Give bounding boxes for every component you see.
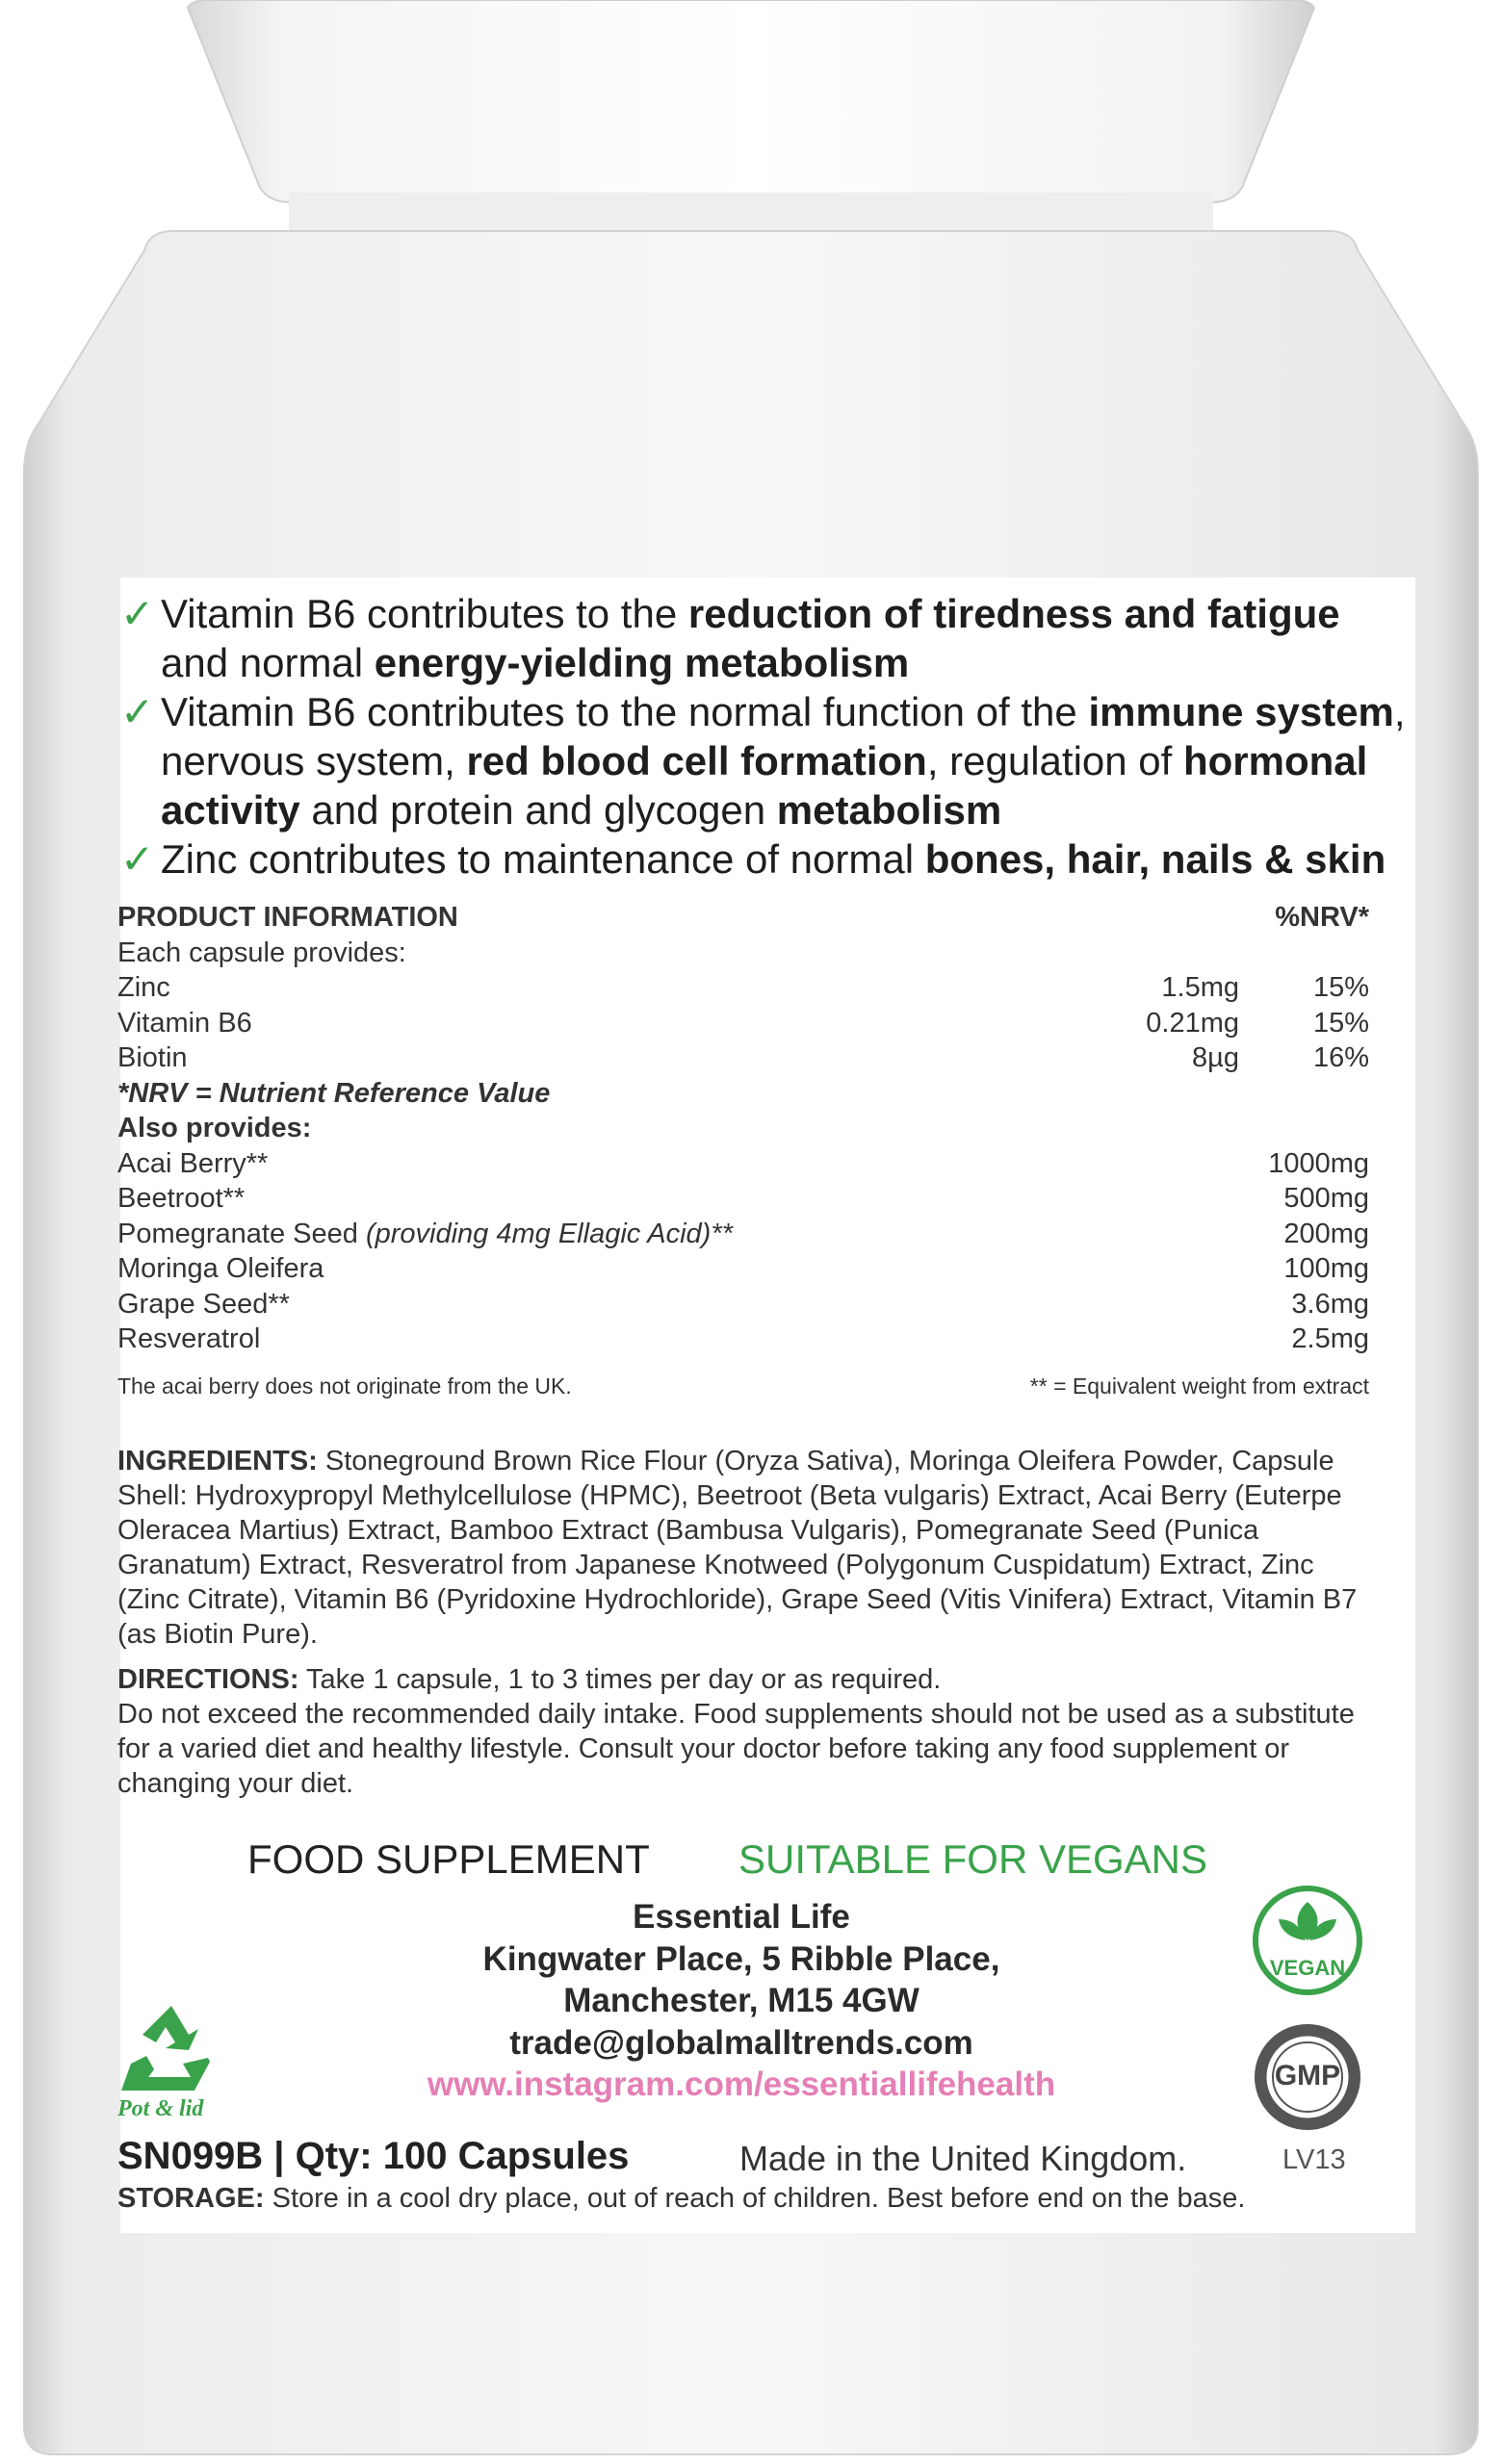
directions-block	[117, 1662, 1369, 1801]
ingredients-label: INGREDIENTS:	[117, 1446, 318, 1476]
made-in-text: Made in the United Kingdom.	[739, 2139, 1187, 2178]
extract-note: ** = Equivalent weight from extract	[1029, 1373, 1369, 1399]
each-capsule-label: Each capsule provides:	[117, 937, 406, 968]
recycle-badge	[117, 2002, 233, 2127]
ingredients-text: Stoneground Brown Rice Flour (Oryza Sativa), Moringa Oleifera Powder, Capsule Shell: Hydroxypropyl Methylcellulose (HPMC), Beetroot (Beta vulgaris) Extract, Acai Berry (Euterpe Oleracea Martius) Extract, Bamboo Extract (Bambusa Vulgaris), Pomegranate Seed (Punica Granatum) Extract, Resveratrol from Japanese Knotweed (Polygonum Cuspidatum) Extract, Zinc (Zinc Citrate), Vitamin B6 (Pyridoxine Hydrochloride), Grape Seed (Vitis Vinifera) Extract, Vitamin B7 (as Biotin Pure).	[117, 1446, 1358, 1650]
extra-row	[117, 1146, 1369, 1182]
extra-name: Beetroot**	[117, 1183, 246, 1214]
claim-text: reduction of tiredness and fatigue	[687, 591, 1340, 636]
claim-text: and protein and glycogen	[299, 787, 777, 833]
claim-text: energy-yielding metabolism	[374, 640, 910, 685]
storage-line	[117, 2183, 1245, 2215]
extra-row	[117, 1217, 1369, 1252]
extra-name: Acai Berry**	[117, 1147, 269, 1179]
extras-list	[117, 1146, 1369, 1357]
company-email[interactable]: trade@globalmalltrends.com	[509, 2023, 973, 2062]
extra-amount: 3.6mg	[1291, 1288, 1369, 1320]
claim-text: Zinc contributes to maintenance of normal	[161, 836, 925, 882]
nutrient-name: Biotin	[117, 1042, 188, 1073]
check-icon: ✓	[120, 836, 155, 882]
nrv-note: *NRV = Nutrient Reference Value	[117, 1077, 551, 1109]
claim-text: Vitamin B6 contributes to the	[161, 591, 688, 636]
extra-amount: 500mg	[1283, 1183, 1369, 1214]
nutrient-list	[117, 970, 1369, 1076]
gmp-badge	[1252, 2021, 1363, 2133]
claim-text: immune system	[1088, 689, 1394, 734]
vegan-badge-text: VEGAN	[1269, 1956, 1346, 1980]
directions-warning: Do not exceed the recommended daily intake. Food supplements should not be used as a substitute for a varied diet and healthy lifestyle. Consult your doctor before taking any food supplement or changing your diet.	[117, 1699, 1355, 1799]
company-address	[318, 1896, 1165, 2106]
also-provides-label: Also provides:	[117, 1113, 312, 1143]
storage-label: STORAGE:	[117, 2183, 265, 2214]
origin-note: The acai berry does not originate from the UK.	[117, 1373, 572, 1399]
company-name: Essential Life	[633, 1898, 850, 1936]
gmp-badge-text: GMP	[1274, 2060, 1341, 2092]
extra-name: Resveratrol	[117, 1323, 261, 1354]
product-information	[117, 900, 1369, 1403]
claim-text: , regulation of	[926, 738, 1183, 783]
nutrient-nrv: 15%	[1312, 1007, 1369, 1039]
health-claim	[120, 834, 1411, 884]
extra-row	[117, 1322, 1369, 1357]
extra-amount: 2.5mg	[1291, 1323, 1369, 1354]
suitable-vegans-text: SUITABLE FOR VEGANS	[738, 1836, 1207, 1882]
extra-note: (providing 4mg Ellagic Acid)**	[365, 1218, 733, 1249]
claim-text: metabolism	[776, 787, 1002, 833]
claim-text: bones, hair, nails & skin	[924, 836, 1386, 882]
nutrient-row	[117, 1040, 1369, 1076]
directions-label: DIRECTIONS:	[117, 1664, 299, 1695]
directions-text: Take 1 capsule, 1 to 3 times per day or as required.	[298, 1664, 942, 1695]
recycle-badge-text: Pot & lid	[117, 2096, 204, 2121]
ingredients-block	[117, 1444, 1369, 1652]
claim-text: Vitamin B6 contributes to the normal function of the	[161, 689, 1089, 734]
health-claim	[120, 687, 1411, 834]
extra-name: Grape Seed**	[117, 1288, 290, 1320]
claim-text: and normal	[161, 640, 375, 685]
extra-amount: 100mg	[1283, 1253, 1369, 1284]
nutrient-name: Vitamin B6	[117, 1007, 252, 1039]
health-claims	[120, 589, 1411, 884]
extra-name: Pomegranate Seed (providing 4mg Ellagic Acid)**	[117, 1218, 733, 1249]
vegan-badge	[1252, 1885, 1363, 1996]
nutrient-row	[117, 1006, 1369, 1041]
company-address-line2: Manchester, M15 4GW	[563, 1982, 919, 2019]
nutrient-amount: 1.5mg	[1161, 972, 1239, 1003]
extra-row	[117, 1287, 1369, 1322]
claim-text: , nervous system,	[161, 689, 1406, 783]
nutrient-name: Zinc	[117, 972, 170, 1003]
lot-code: LV13	[1282, 2144, 1346, 2175]
health-claim	[120, 589, 1411, 687]
extra-amount: 200mg	[1283, 1218, 1369, 1249]
extra-row	[117, 1181, 1369, 1217]
storage-text: Store in a cool dry place, out of reach of children. Best before end on the base.	[264, 2183, 1246, 2214]
product-info-heading: PRODUCT INFORMATION	[117, 902, 458, 933]
check-icon: ✓	[120, 591, 155, 636]
nutrient-amount: 8µg	[1192, 1042, 1239, 1073]
claim-text: red blood cell formation	[466, 738, 927, 783]
check-icon: ✓	[120, 689, 155, 734]
nutrient-amount: 0.21mg	[1146, 1007, 1239, 1039]
claim-text: hormonal activity	[161, 738, 1368, 833]
company-instagram[interactable]: www.instagram.com/essentiallifehealth	[427, 2066, 1056, 2103]
food-supplement-text: FOOD SUPPLEMENT	[247, 1836, 650, 1882]
nutrient-row	[117, 970, 1369, 1006]
nutrient-nrv: 16%	[1312, 1042, 1369, 1073]
extra-name: Moringa Oleifera	[117, 1253, 324, 1284]
company-address-line1: Kingwater Place, 5 Ribble Place,	[482, 1939, 1000, 1978]
extra-row	[117, 1251, 1369, 1287]
product-code: SN099B | Qty: 100 Capsules	[117, 2135, 630, 2177]
extra-amount: 1000mg	[1268, 1147, 1369, 1179]
recycle-icon	[117, 2002, 225, 2098]
nutrient-nrv: 15%	[1312, 972, 1369, 1003]
nrv-heading: %NRV*	[1275, 902, 1369, 933]
bottle-cap	[188, 0, 1314, 202]
